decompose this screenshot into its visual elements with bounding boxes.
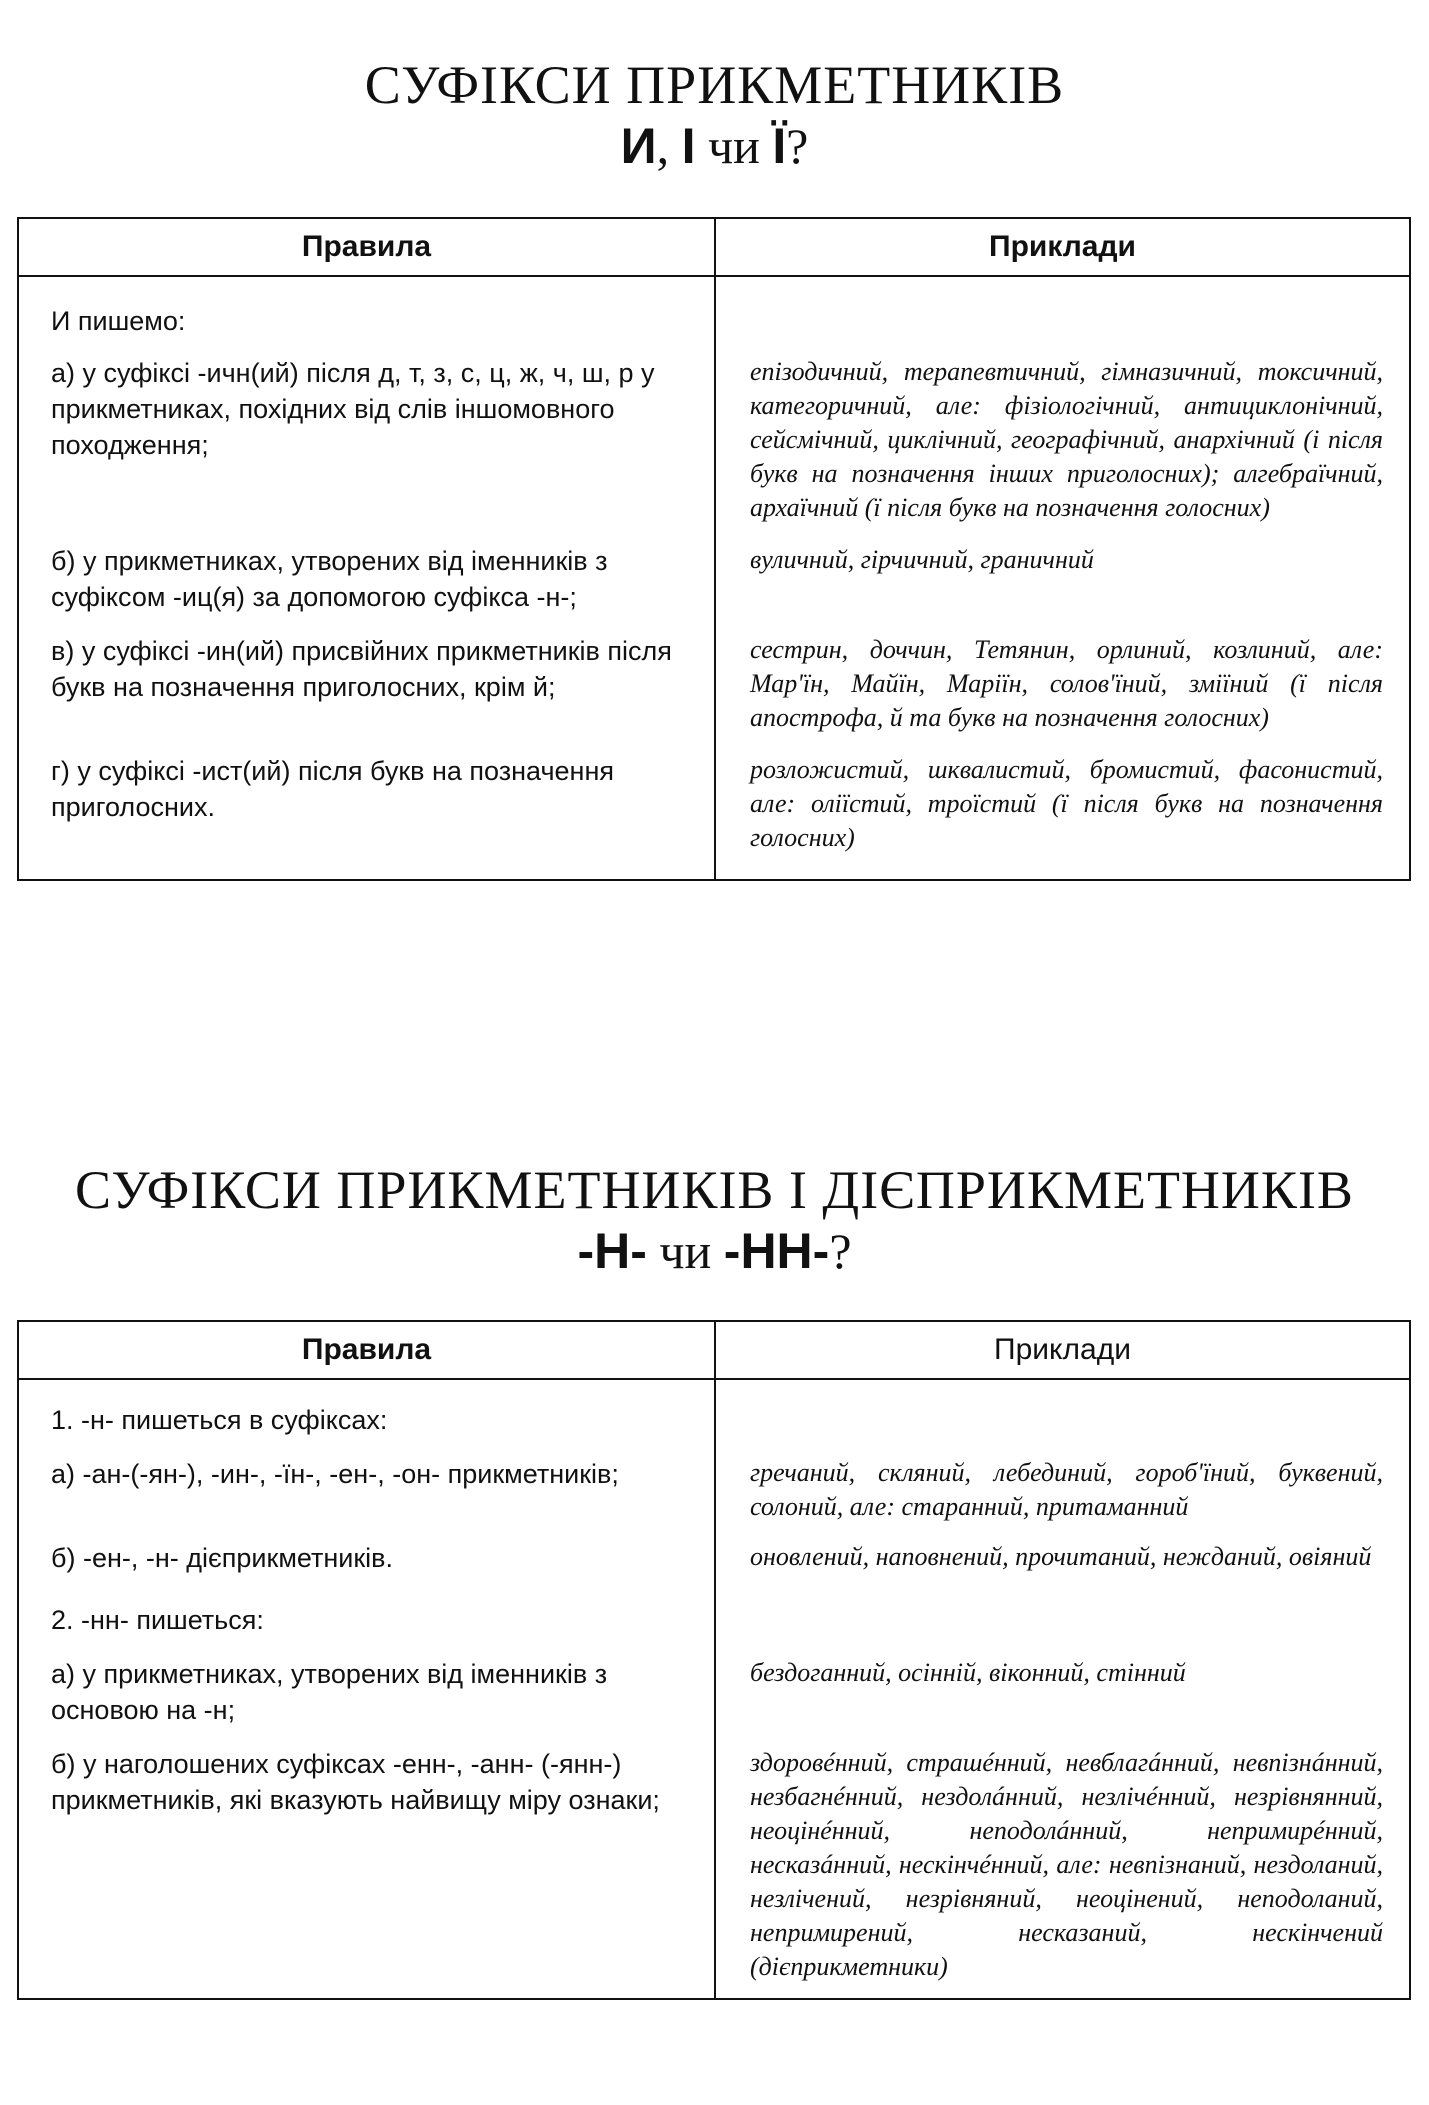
group-heading: 2. -нн- пишеться:: [51, 1605, 264, 1635]
section1-subtitle: И, І чи Ї?: [620, 118, 809, 174]
intro-text: И пишемо:: [51, 306, 186, 336]
rule-text: б) у наголошених суфіксах -енн-, -анн- (-янн-) прикметників, які вказують найвищу міру ознаки;: [51, 1749, 660, 1815]
section2-subtitle: -Н- чи -НН-?: [577, 1223, 852, 1279]
example-text: розложистий, шквалистий, бромистий, фасонистий, але: оліїстий, троїстий (ї після букв на позначення голосних): [750, 755, 1383, 852]
table-row: [18, 525, 1410, 615]
section2-title: СУФІКСИ ПРИКМЕТНИКІВ І ДІЄПРИКМЕТНИКІВ: [75, 1160, 1354, 1220]
rule-text: а) -ан-(-ян-), -ин-, -їн-, -ен-, -он- прикметників;: [51, 1459, 619, 1489]
table-row: [18, 1638, 1410, 1728]
header-rules: Правила: [18, 218, 715, 276]
example-text: сестрин, доччин, Тетянин, орлиний, козлиний, але: Мар'їн, Майїн, Маріїн, солов'їний, зміїний (ї після апострофа, й та букв на позначення голосних): [750, 635, 1383, 732]
table-row: [18, 1728, 1410, 1999]
table-row: [18, 276, 1410, 339]
group-heading: 1. -н- пишеться в суфіксах:: [51, 1405, 388, 1435]
subtitle-letter-yi: Ї: [772, 118, 787, 174]
section1-title: СУФІКСИ ПРИКМЕТНИКІВ: [364, 55, 1065, 115]
section-n-nn: [0, 1160, 1429, 1981]
table-row: [18, 1524, 1410, 1576]
subtitle-letter-i: І: [681, 118, 696, 174]
subtitle-n: -Н-: [577, 1223, 647, 1279]
rule-text: а) у прикметниках, утворених від іменників з основою на -н;: [51, 1659, 608, 1725]
header-examples: Приклади: [715, 1321, 1410, 1379]
table-row: [18, 615, 1410, 735]
example-text: гречаний, скляний, лебединий, гороб'їний, буквений, солоний, але: старанний, притаманний: [750, 1458, 1383, 1521]
header-examples: Приклади: [715, 218, 1410, 276]
rules-table-2: [17, 1320, 1411, 2000]
rule-text: а) у суфіксі -ичн(ий) після д, т, з, с, ц, ж, ч, ш, р у прикметниках, похідних від слів іншомовного походження;: [51, 358, 655, 460]
table-row: [18, 1576, 1410, 1638]
table-row: [18, 339, 1410, 525]
example-text: бездоганний, осінній, віконний, стінний: [750, 1658, 1186, 1687]
rule-text: б) -ен-, -н- дієприкметників.: [51, 1543, 394, 1573]
rule-text: г) у суфіксі -ист(ий) після букв на позначення приголосних.: [51, 756, 614, 822]
subtitle-letter-y: И: [620, 118, 657, 174]
rules-table-1: [17, 217, 1411, 881]
example-text: вуличний, гірчичний, граничний: [750, 545, 1094, 574]
table-row: [18, 735, 1410, 880]
example-text: епізодичний, терапевтичний, гімназичний, токсичний, категоричний, але: фізіологічний, антициклонічний, сейсмічний, циклічний, географічний, анархічний (і після букв на позначення інших приголосних); алгебраїчний, архаїчний (ї після букв на позначення голосних): [750, 357, 1383, 522]
header-rules: Правила: [18, 1321, 715, 1379]
section-i-i-yi: [0, 55, 1429, 852]
rule-text: в) у суфіксі -ин(ий) присвійних прикметників після букв на позначення приголосних, крім й;: [51, 636, 672, 702]
table-row: [18, 1379, 1410, 1438]
table-row: [18, 1438, 1410, 1524]
subtitle-nn: -НН-: [723, 1223, 830, 1279]
example-text: оновлений, наповнений, прочитаний, нежданий, овіяний: [750, 1542, 1372, 1571]
rule-text: б) у прикметниках, утворених від іменників з суфіксом -иц(я) за допомогою суфікса -н-;: [51, 546, 608, 612]
example-text: здоровéнний, страшéнний, невблагáнний, невпізнáнний, незбагнéнний, нездолáнний, незлічéнний, незрівнянний, неоцінéнний, неподолáнний, непримирéнний, несказáнний, нескінчéнний, але: невпізнаний, нездоланий, незлічений, незрівняний, неоцінений, неподоланий, непримирений, несказаний, нескінчений (дієприкметники): [750, 1748, 1383, 1981]
